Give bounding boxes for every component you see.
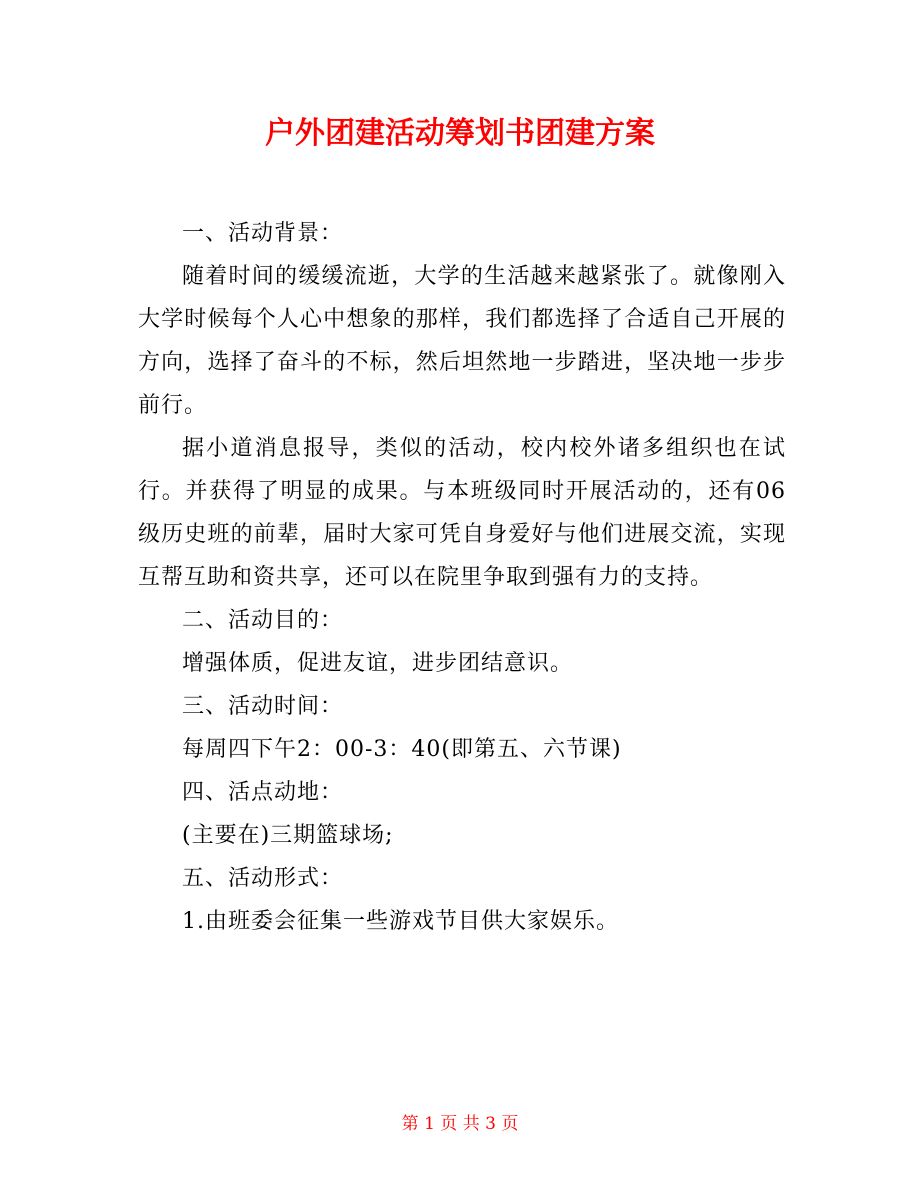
paragraph-background-1: 随着时间的缓缓流逝，大学的生活越来越紧张了。就像刚入大学时候每个人心中想象的那样，我们都选择了合适自己开展的方向，选择了奋斗的不标，然后坦然地一步踏进，坚决地一步步前行。 <box>138 264 786 418</box>
paragraph-background-2: 据小道消息报导，类似的活动，校内校外诸多组织也在试行。并获得了明显的成果。与本班级同时开展活动的，还有06级历史班的前辈，届时大家可凭自身爱好与他们进展交流，实现互帮互助和资共享，还可以在院里争取到强有力的支持。 <box>138 436 786 590</box>
section-heading-background: 一、活动背景： <box>182 221 344 246</box>
paragraph-location: (主要在)三期篮球场; <box>182 823 394 848</box>
section-heading-purpose: 二、活动目的： <box>182 608 344 633</box>
section-heading-time: 三、活动时间： <box>182 694 344 719</box>
document-body <box>138 212 786 943</box>
paragraph-time: 每周四下午2：00-3：40(即第五、六节课) <box>182 737 622 762</box>
section-heading-format: 五、活动形式： <box>182 866 344 891</box>
paragraph-format-1: 1.由班委会征集一些游戏节目供大家娱乐。 <box>182 909 619 934</box>
page-number-footer: 第 1 页 共 3 页 <box>401 1114 519 1134</box>
section-heading-location: 四、活点动地： <box>182 780 344 805</box>
paragraph-purpose: 增强体质，促进友谊，进步团结意识。 <box>182 651 574 676</box>
document-title: 户外团建活动筹划书团建方案 <box>265 116 655 151</box>
